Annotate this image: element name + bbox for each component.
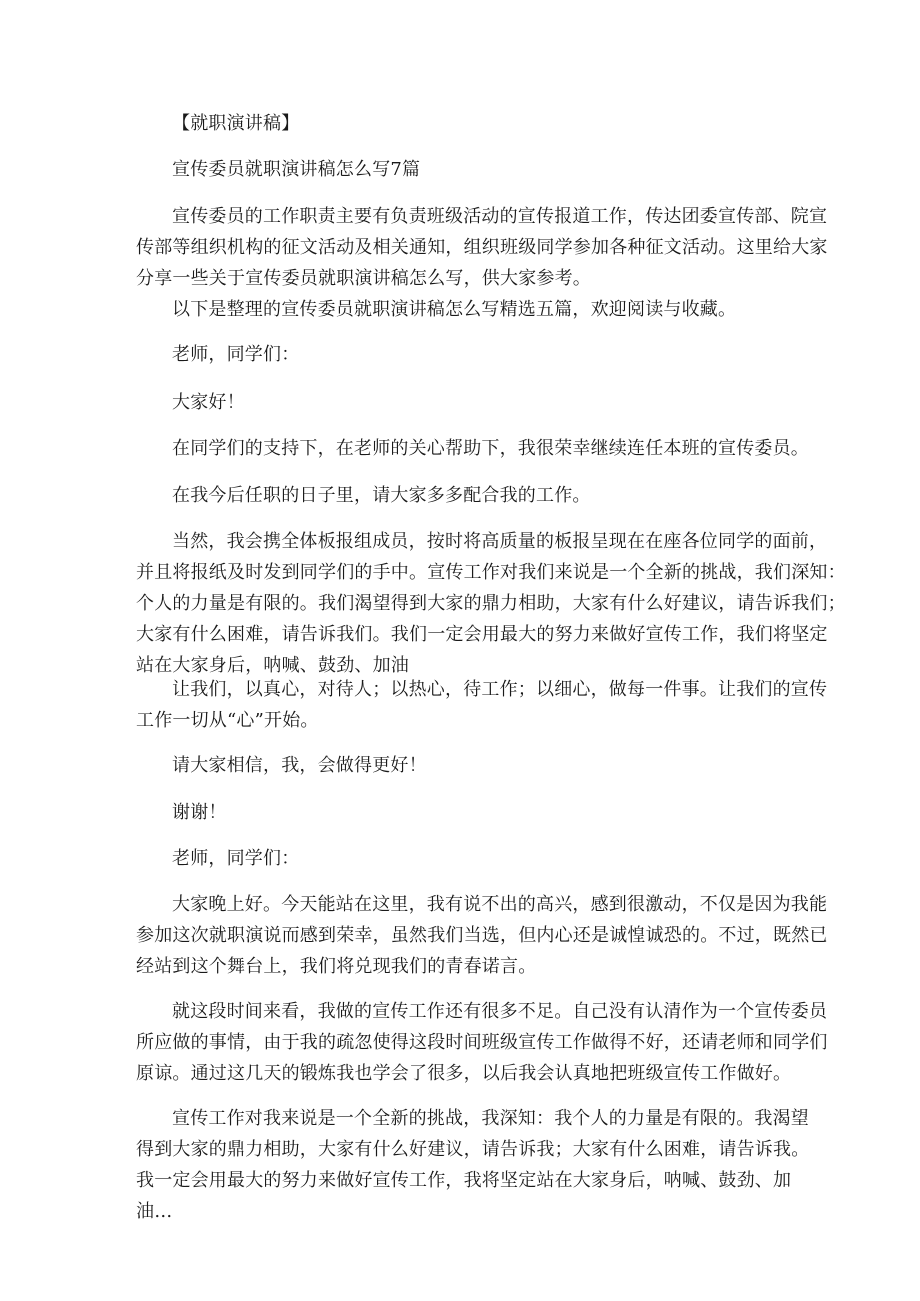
paragraph-line: 让我们，以真心，对待人；以热心，待工作；以细心，做每一件事。让我们的宣传 [172, 679, 828, 700]
paragraph-line: 谢谢！ [172, 802, 227, 823]
paragraph-line: 大家有什么困难，请告诉我们。我们一定会用最大的努力来做好宣传工作，我们将坚定 [136, 624, 828, 645]
doc-header: 【就职演讲稿】 [172, 113, 300, 134]
paragraph-line: 并且将报纸及时发到同学们的手中。宣传工作对我们来说是一个全新的挑战，我们深知： [136, 562, 846, 583]
paragraph-line: 工作一切从“心”开始。 [136, 710, 319, 731]
paragraph-line: 个人的力量是有限的。我们渴望得到大家的鼎力相助，大家有什么好建议，请告诉我们； [136, 593, 846, 614]
paragraph-line: 分享一些关于宣传委员就职演讲稿怎么写，供大家参考。 [136, 268, 591, 289]
paragraph-line: 当然，我会携全体板报组成员，按时将高质量的板报呈现在在座各位同学的面前， [172, 531, 828, 552]
paragraph-line: 油… [136, 1201, 173, 1222]
paragraph-line: 传部等组织机构的征文活动及相关通知，组织班级同学参加各种征文活动。这里给大家 [136, 237, 828, 258]
paragraph-line: 参加这次就职演说而感到荣幸，虽然我们当选，但内心还是诚惶诚恐的。不过，既然已 [136, 925, 828, 946]
doc-title: 宣传委员就职演讲稿怎么写7篇 [172, 159, 421, 180]
paragraph-line: 请大家相信，我，会做得更好！ [172, 755, 427, 776]
paragraph-line: 站在大家身后，呐喊、鼓劲、加油 [136, 655, 409, 676]
paragraph-line: 在同学们的支持下，在老师的关心帮助下，我很荣幸继续连任本班的宣传委员。 [172, 438, 809, 459]
paragraph-line: 所应做的事情，由于我的疏忽使得这段时间班级宣传工作做得不好，还请老师和同学们 [136, 1032, 828, 1053]
paragraph-line: 得到大家的鼎力相助，大家有什么好建议，请告诉我；大家有什么困难，请告诉我。 [136, 1139, 810, 1160]
paragraph-line: 以下是整理的宣传委员就职演讲稿怎么写精选五篇，欢迎阅读与收藏。 [172, 299, 737, 320]
paragraph-line: 大家好！ [172, 392, 245, 413]
paragraph-line: 大家晚上好。今天能站在这里，我有说不出的高兴，感到很激动，不仅是因为我能 [172, 894, 828, 915]
paragraph-line: 老师，同学们： [172, 344, 300, 365]
paragraph-line: 就这段时间来看，我做的宣传工作还有很多不足。自己没有认清作为一个宣传委员 [172, 1001, 828, 1022]
paragraph-line: 原谅。通过这几天的锻炼我也学会了很多，以后我会认真地把班级宣传工作做好。 [136, 1063, 792, 1084]
paragraph-line: 宣传委员的工作职责主要有负责班级活动的宣传报道工作，传达团委宣传部、院宣 [172, 206, 828, 227]
paragraph-line: 经站到这个舞台上，我们将兑现我们的青春诺言。 [136, 956, 537, 977]
paragraph-line: 我一定会用最大的努力来做好宣传工作，我将坚定站在大家身后，呐喊、鼓劲、加 [136, 1170, 792, 1191]
paragraph-line: 在我今后任职的日子里，请大家多多配合我的工作。 [172, 485, 591, 506]
paragraph-line: 老师，同学们： [172, 848, 300, 869]
paragraph-line: 宣传工作对我来说是一个全新的挑战，我深知：我个人的力量是有限的。我渴望 [172, 1108, 809, 1129]
